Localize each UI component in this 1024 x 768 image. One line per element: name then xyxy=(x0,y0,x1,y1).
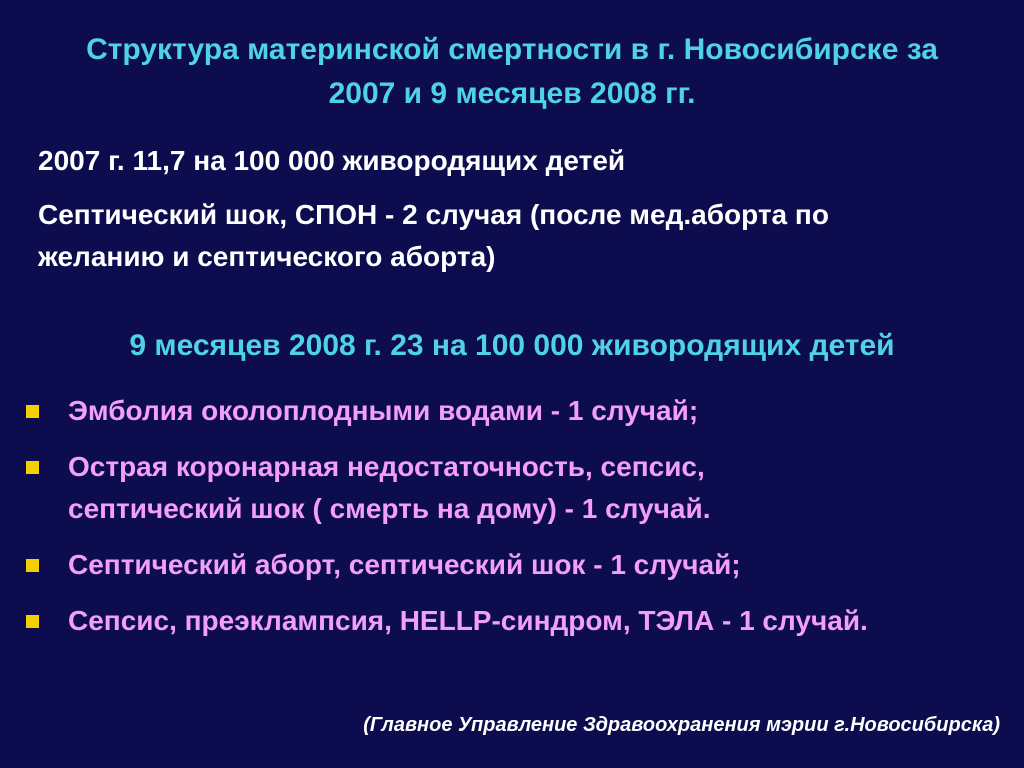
causes-2007-line-1: Септический шок, СПОН - 2 случая (после мед.аборта по xyxy=(38,199,829,230)
list-item xyxy=(20,390,1010,432)
slide-title-line-1: Структура материнской смертности в г. Новосибирске за xyxy=(86,33,938,66)
list-item xyxy=(20,446,1010,530)
list-item xyxy=(20,600,1010,642)
slide-title xyxy=(0,28,1024,116)
square-bullet-icon xyxy=(26,615,39,628)
square-bullet-icon xyxy=(26,559,39,572)
slide-title-line-2: 2007 и 9 месяцев 2008 гг. xyxy=(328,77,696,110)
source-note: (Главное Управление Здравоохранения мэрии г.Новосибирска) xyxy=(363,714,1000,736)
square-bullet-icon xyxy=(26,461,39,474)
list-item-text: Острая коронарная недостаточность, сепсис, xyxy=(68,451,705,482)
causes-2007-line-2: желанию и септического аборта) xyxy=(38,241,496,272)
list-item-text: Эмболия околоплодными водами - 1 случай; xyxy=(68,395,699,426)
list-item xyxy=(20,544,1010,586)
spacer xyxy=(38,182,998,194)
list-item-text: Сепсис, преэклампсия, HELLP-синдром, ТЭЛА - 1 случай. xyxy=(68,605,868,636)
list-item-text: Септический аборт, септический шок - 1 случай; xyxy=(68,549,741,580)
causes-2008-list xyxy=(20,390,1010,656)
rate-2007: 2007 г. 11,7 на 100 000 живородящих детей xyxy=(38,145,626,176)
square-bullet-icon xyxy=(26,405,39,418)
rate-2008: 9 месяцев 2008 г. 23 на 100 000 живородящих детей xyxy=(129,329,895,362)
section-2007 xyxy=(38,140,998,278)
list-item-text: септический шок ( смерть на дому) - 1 случай. xyxy=(68,493,711,524)
